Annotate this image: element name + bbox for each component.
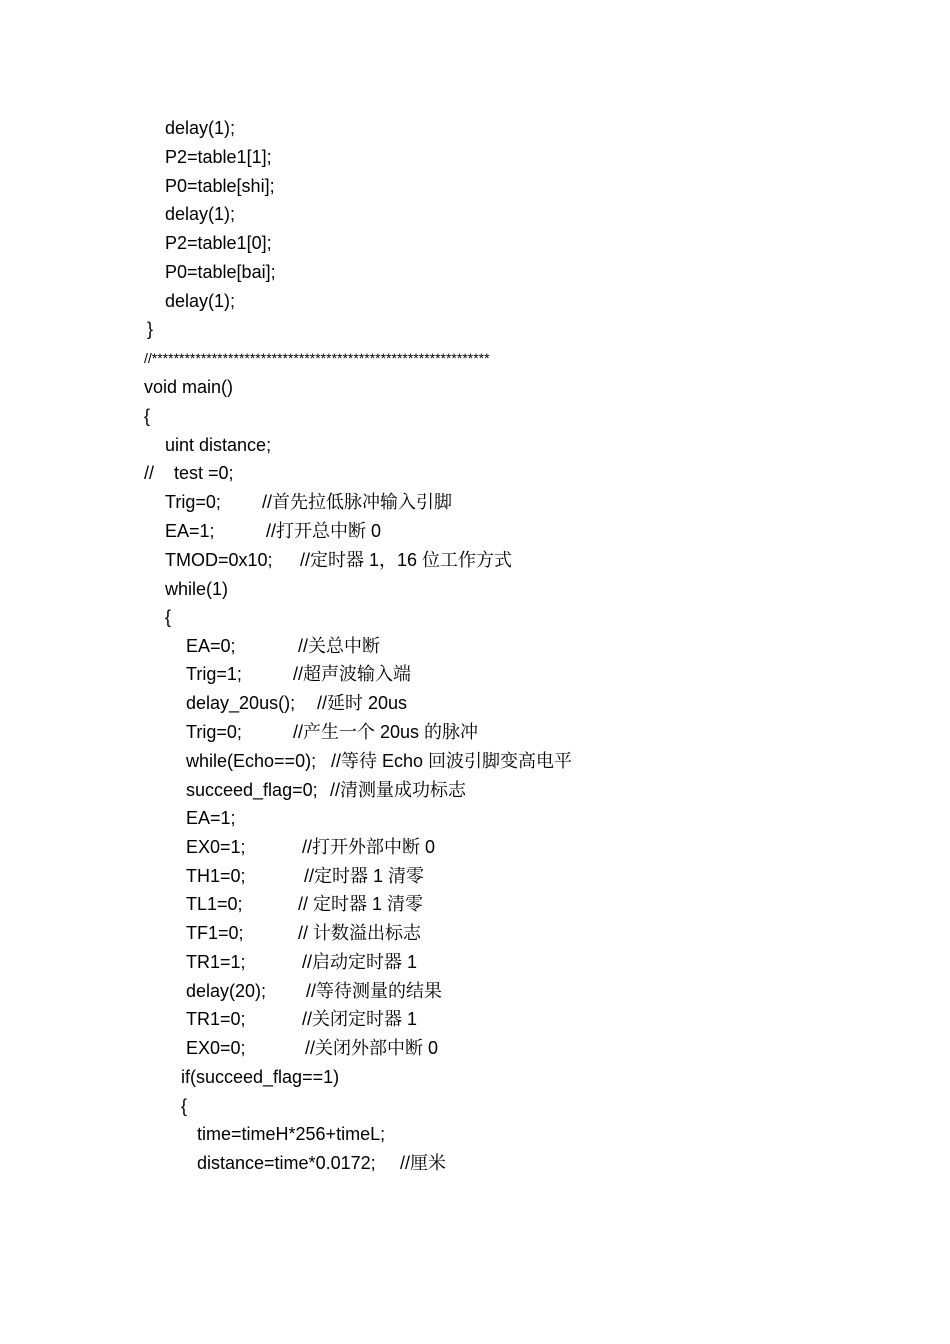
code-comment: //关闭外部中断 0	[305, 1038, 439, 1058]
code-comment: //清测量成功标志	[330, 780, 467, 800]
code-text: while(Echo==0);	[186, 751, 317, 771]
code-text: if(succeed_flag==1)	[181, 1067, 340, 1087]
code-text: EX0=0;	[186, 1038, 246, 1058]
code-text: EA=0;	[186, 636, 236, 656]
code-comment: //定时器 1，16 位工作方式	[300, 550, 513, 570]
code-text: EA=1;	[165, 521, 215, 541]
code-comment: //等待 Echo 回波引脚变高电平	[331, 751, 573, 771]
code-text: delay_20us();	[186, 693, 296, 713]
code-text: Trig=0;	[165, 492, 221, 512]
code-text: Trig=0;	[186, 722, 242, 742]
code-text: void main()	[144, 377, 234, 397]
code-text: TMOD=0x10;	[165, 550, 273, 570]
code-text: P0=table[bai];	[165, 262, 276, 282]
code-text: TH1=0;	[186, 866, 246, 886]
code-text: EX0=1;	[186, 837, 246, 857]
code-text: P2=table1[1];	[165, 147, 272, 167]
code-comment: //启动定时器 1	[302, 952, 418, 972]
code-text: delay(1);	[165, 118, 236, 138]
code-comment: // 定时器 1 清零	[298, 894, 424, 914]
code-comment: //关总中断	[298, 636, 381, 656]
code-text: while(1)	[165, 579, 229, 599]
code-text: TR1=0;	[186, 1009, 246, 1029]
code-comment: //产生一个 20us 的脉冲	[293, 722, 479, 742]
code-text: //**************************************************************	[144, 350, 490, 366]
code-text: }	[147, 319, 154, 339]
code-text: P2=table1[0];	[165, 233, 272, 253]
code-comment: //厘米	[400, 1153, 447, 1173]
code-comment: //关闭定时器 1	[302, 1009, 418, 1029]
code-comment: //等待测量的结果	[306, 981, 443, 1001]
code-text: uint distance;	[165, 435, 272, 455]
code-text: {	[165, 607, 172, 627]
code-comment: // 计数溢出标志	[298, 923, 422, 943]
code-comment: //打开外部中断 0	[302, 837, 436, 857]
code-text: time=timeH*256+timeL;	[197, 1124, 386, 1144]
code-text: Trig=1;	[186, 664, 242, 684]
code-text: // test =0;	[144, 463, 234, 483]
code-comment: //超声波输入端	[293, 664, 412, 684]
code-text: distance=time*0.0172;	[197, 1153, 376, 1173]
code-comment: //延时 20us	[317, 693, 408, 713]
code-comment: //首先拉低脉冲输入引脚	[262, 492, 453, 512]
code-text: TF1=0;	[186, 923, 244, 943]
code-text: {	[181, 1096, 188, 1116]
code-text: delay(1);	[165, 291, 236, 311]
code-text: EA=1;	[186, 808, 236, 828]
code-text: TL1=0;	[186, 894, 243, 914]
code-text: TR1=1;	[186, 952, 246, 972]
code-text: P0=table[shi];	[165, 176, 275, 196]
code-text: delay(20);	[186, 981, 267, 1001]
code-text: {	[144, 406, 151, 426]
code-comment: //定时器 1 清零	[304, 866, 425, 886]
code-text: succeed_flag=0;	[186, 780, 318, 800]
code-text: delay(1);	[165, 204, 236, 224]
code-comment: //打开总中断 0	[266, 521, 382, 541]
